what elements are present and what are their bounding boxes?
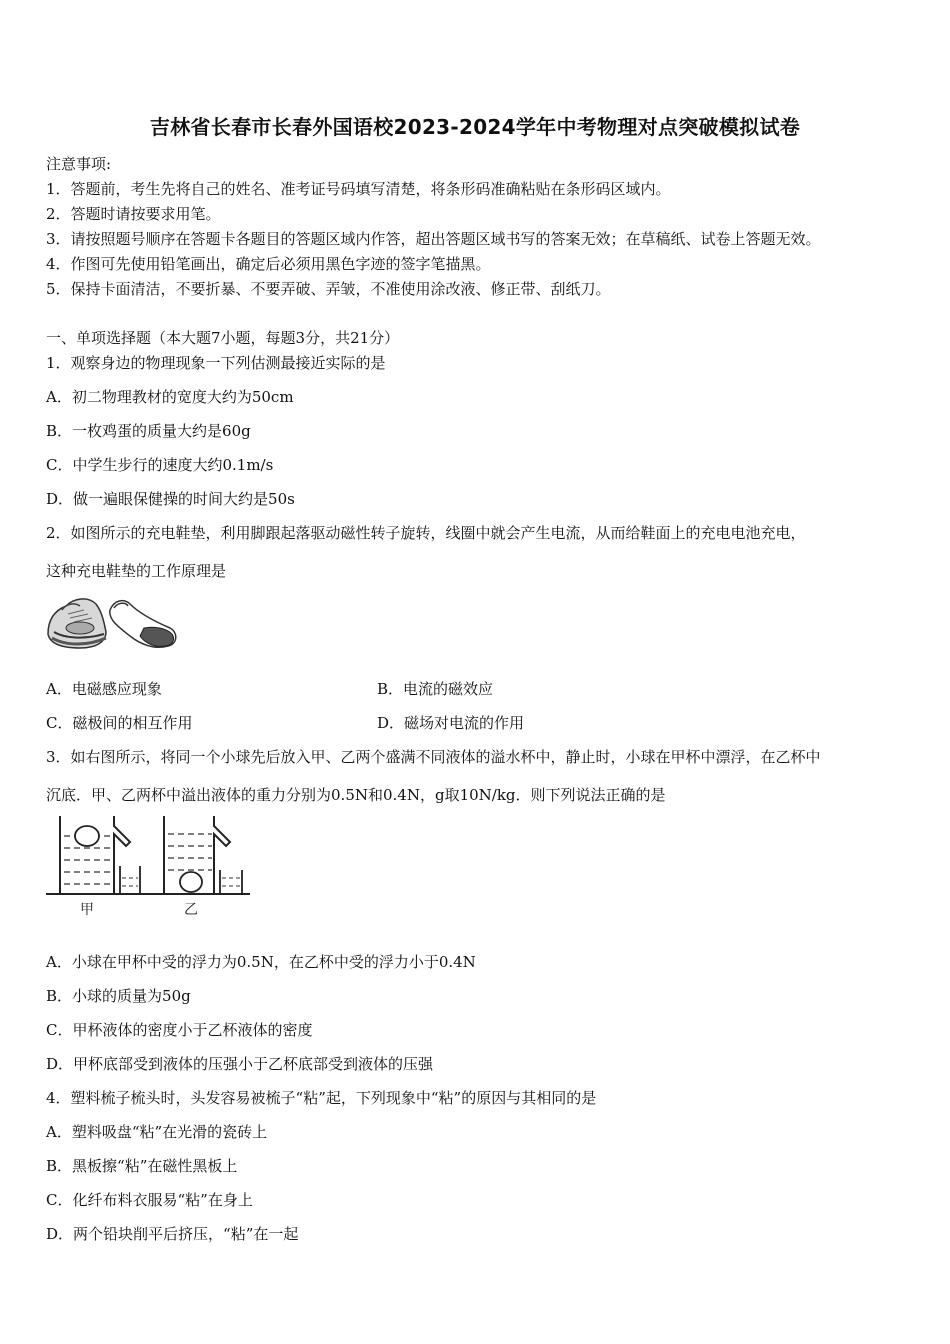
question-2-stem-cont: 这种充电鞋垫的工作原理是 [46,562,227,580]
page-title: 吉林省长春市长春外国语校2023-2024学年中考物理对点突破模拟试卷 [149,115,801,139]
q2-option-a: A．电磁感应现象 [46,680,162,698]
q3-option-a: A．小球在甲杯中受的浮力为0.5N，在乙杯中受的浮力小于0.4N [46,953,476,971]
question-4-stem: 4．塑料梳子梳头时，头发容易被梳子“粘”起，下列现象中“粘”的原因与其相同的是 [46,1089,597,1107]
q1-option-a: A．初二物理教材的宽度大约为50cm [46,388,294,406]
notice-item: 1．答题前，考生先将自己的姓名、准考证号码填写清楚，将条形码准确粘贴在条形码区域内。 [46,180,671,198]
notice-item: 2．答题时请按要求用笔。 [46,205,221,223]
q1-option-d: D．做一遍眼保健操的时间大约是50s [46,490,295,508]
q2-option-b: B．电流的磁效应 [377,680,494,698]
q3-option-b: B．小球的质量为50g [46,987,191,1005]
notice-item: 3．请按照题号顺序在答题卡各题目的答题区域内作答，超出答题区域书写的答案无效；在草稿纸、试卷上答题无效。 [46,230,821,248]
q4-option-c: C．化纤布料衣服易“粘”在身上 [46,1191,253,1209]
question-3-stem-cont: 沉底．甲、乙两杯中溢出液体的重力分别为0.5N和0.4N，g取10N/kg．则下列说法正确的是 [46,786,666,804]
q4-option-b: B．黑板擦“粘”在磁性黑板上 [46,1157,238,1175]
q3-option-d: D．甲杯底部受到液体的压强小于乙杯底部受到液体的压强 [46,1055,434,1073]
figure-label-yi: 乙 [184,902,198,918]
section-heading: 一、单项选择题（本大题7小题，每题3分，共21分） [46,329,400,347]
q1-option-c: C．中学生步行的速度大约0.1m/s [46,456,274,474]
question-2-stem: 2．如图所示的充电鞋垫，利用脚跟起落驱动磁性转子旋转，线圈中就会产生电流，从而给鞋面上的充电电池充电， [46,524,806,542]
q4-option-d: D．两个铅块削平后挤压，“粘”在一起 [46,1225,299,1243]
notice-item: 5．保持卡面清洁，不要折暴、不要弄破、弄皱，不准使用涂改液、修正带、刮纸刀。 [46,280,611,298]
charging-insole-figure [44,588,180,656]
question-1-stem: 1．观察身边的物理现象一下列估测最接近实际的是 [46,354,386,372]
q2-option-c: C．磁极间的相互作用 [46,714,193,732]
notice-item: 4．作图可先使用铅笔画出，确定后必须用黑色字迹的签字笔描黑。 [46,255,491,273]
overflow-cups-figure [44,812,254,924]
q4-option-a: A．塑料吸盘“粘”在光滑的瓷砖上 [46,1123,268,1141]
q2-option-d: D．磁场对电流的作用 [377,714,525,732]
q1-option-b: B．一枚鸡蛋的质量大约是60g [46,422,251,440]
question-3-stem: 3．如右图所示，将同一个小球先后放入甲、乙两个盛满不同液体的溢水杯中，静止时，小球在甲杯中漂浮，在乙杯中 [46,748,821,766]
q3-option-c: C．甲杯液体的密度小于乙杯液体的密度 [46,1021,313,1039]
notice-heading: 注意事项: [46,155,112,173]
figure-label-jia: 甲 [80,902,94,918]
